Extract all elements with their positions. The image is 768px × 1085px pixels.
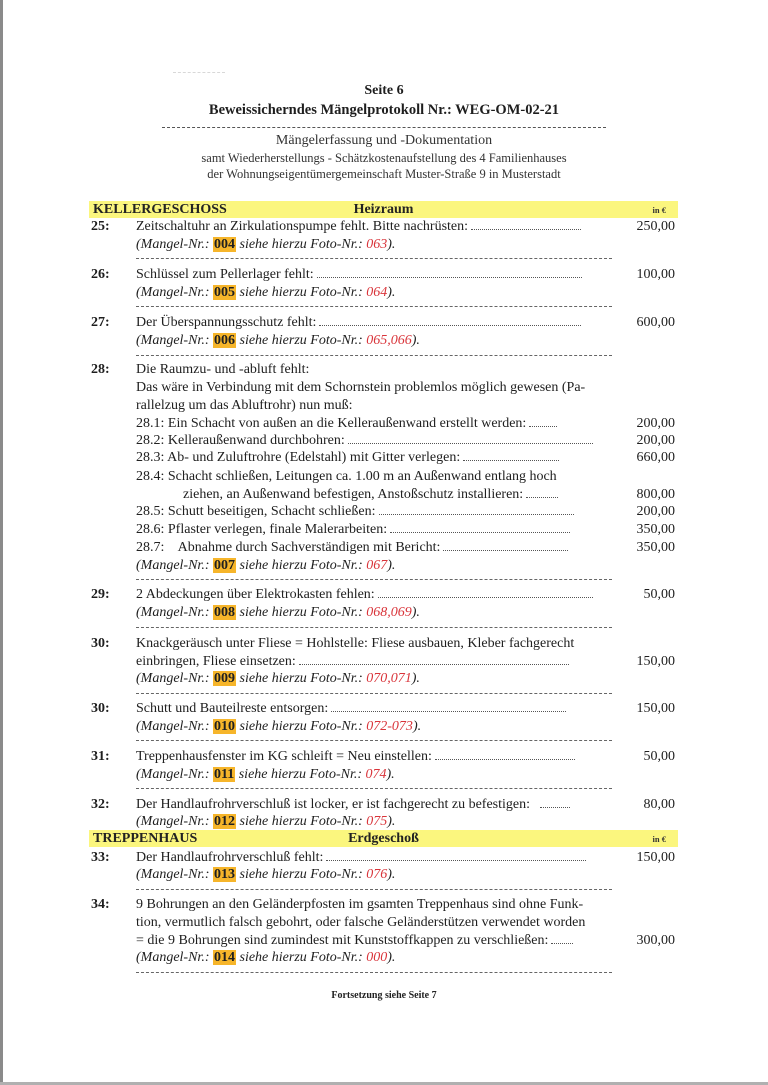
mangel-reference: (Mangel-Nr.: 010 siehe hierzu Foto-Nr.: 072-073). xyxy=(136,719,422,734)
item-number: 27: xyxy=(91,315,110,330)
mangel-number-badge: 008 xyxy=(214,605,235,620)
item-divider xyxy=(136,579,612,580)
mangel-reference: (Mangel-Nr.: 005 siehe hierzu Foto-Nr.: 064). xyxy=(136,285,396,300)
mangel-number-badge: 013 xyxy=(214,867,235,882)
item-text: Zeitschaltuhr an Zirkulationspumpe fehlt. Bitte nachrüsten: xyxy=(136,218,581,235)
item-text: Der Handlaufrohrverschluß ist locker, er ist fachgerecht zu befestigen: xyxy=(136,796,570,813)
document-subtitle: Mängelerfassung und -Dokumentation xyxy=(275,133,493,148)
item-text: Schutt und Bauteilreste entsorgen: xyxy=(136,700,566,717)
item-number: 25: xyxy=(91,219,110,234)
item-amount: 50,00 xyxy=(643,749,675,764)
subitem-text: 28.6: Pflaster verlegen, finale Malerarbeiten: xyxy=(136,521,570,538)
document-subtitle-line-3: der Wohnungseigentümergemeinschaft Muster-Straße 9 in Musterstadt xyxy=(207,167,561,181)
item-divider xyxy=(136,972,612,973)
item-number: 30: xyxy=(91,636,110,651)
item-text: Schlüssel zum Pellerlager fehlt: xyxy=(136,266,582,283)
photo-number: 075 xyxy=(366,814,388,829)
subitem-amount: 350,00 xyxy=(636,540,675,555)
item-text: Das wäre in Verbindung mit dem Schornstein problemlos möglich gewesen (Pa- xyxy=(136,380,586,395)
item-amount: 50,00 xyxy=(643,587,675,602)
photo-number: 072-073 xyxy=(366,719,413,734)
photo-number: 068,069 xyxy=(366,605,412,620)
item-divider xyxy=(136,788,612,789)
subitem-text: 28.4: Schacht schließen, Leitungen ca. 1.00 m an Außenwand entlang hoch xyxy=(136,469,557,484)
item-amount: 300,00 xyxy=(636,933,675,948)
item-text: Knackgeräusch unter Fliese = Hohlstelle: Fliese ausbauen, Kleber fachgerecht xyxy=(136,636,575,651)
section-name: KELLERGESCHOSS xyxy=(93,202,227,217)
mangel-reference: (Mangel-Nr.: 014 siehe hierzu Foto-Nr.: 000). xyxy=(136,950,396,965)
item-number: 30: xyxy=(91,701,110,716)
subitem-text: 28.5: Schutt beseitigen, Schacht schließen: xyxy=(136,503,574,520)
item-amount: 150,00 xyxy=(636,701,675,716)
item-amount: 150,00 xyxy=(636,654,675,669)
mangel-number-badge: 009 xyxy=(214,671,235,686)
mangel-number-badge: 011 xyxy=(214,767,235,782)
photo-number: 076 xyxy=(366,867,388,882)
item-number: 33: xyxy=(91,850,110,865)
scan-artifact xyxy=(173,72,225,77)
photo-number: 063 xyxy=(366,237,388,252)
photo-number: 074 xyxy=(365,767,387,782)
subitem-amount: 350,00 xyxy=(636,522,675,537)
mangel-number-badge: 007 xyxy=(214,558,235,573)
item-divider xyxy=(136,258,612,259)
mangel-reference: (Mangel-Nr.: 012 siehe hierzu Foto-Nr.: 075). xyxy=(136,814,396,829)
mangel-reference: (Mangel-Nr.: 011 siehe hierzu Foto-Nr.: 074). xyxy=(136,767,395,782)
subitem-amount: 800,00 xyxy=(636,487,675,502)
page-number: Seite 6 xyxy=(364,83,404,98)
item-amount: 600,00 xyxy=(636,315,675,330)
item-text: rallelzug um das Abluftrohr) nun muß: xyxy=(136,398,353,413)
item-text: Die Raumzu- und -abluft fehlt: xyxy=(136,362,310,377)
item-number: 26: xyxy=(91,267,110,282)
item-text: 2 Abdeckungen über Elektrokasten fehlen: xyxy=(136,586,593,603)
currency-label: in € xyxy=(652,834,666,844)
document-title: Beweissicherndes Mängelprotokoll Nr.: WEG-OM-02-21 xyxy=(208,102,560,118)
item-text: 9 Bohrungen an den Geländerpfosten im gsamten Treppenhaus sind ohne Funk- xyxy=(136,897,584,912)
item-amount: 250,00 xyxy=(636,219,675,234)
item-number: 34: xyxy=(91,897,110,912)
subitem-text: 28.2: Kelleraußenwand durchbohren: xyxy=(136,432,593,449)
item-text: einbringen, Fliese einsetzen: xyxy=(136,653,569,670)
photo-number: 000 xyxy=(366,950,388,965)
subitem-text: 28.7: Abnahme durch Sachverständigen mit Bericht: xyxy=(136,539,568,556)
mangel-number-badge: 006 xyxy=(214,333,235,348)
item-number: 31: xyxy=(91,749,110,764)
item-divider xyxy=(136,740,612,741)
mangel-reference: (Mangel-Nr.: 009 siehe hierzu Foto-Nr.: 070,071). xyxy=(136,671,420,686)
item-divider xyxy=(136,889,612,890)
section-name: TREPPENHAUS xyxy=(93,831,198,846)
photo-number: 065,066 xyxy=(366,333,412,348)
photo-number: 070,071 xyxy=(366,671,412,686)
section-room: Heizraum xyxy=(353,202,414,217)
subitem-amount: 200,00 xyxy=(636,416,675,431)
item-text: = die 9 Bohrungen sind zumindest mit Kunststoffkappen zu verschließen: xyxy=(136,932,573,949)
header-divider xyxy=(162,127,606,128)
item-amount: 80,00 xyxy=(643,797,675,812)
continuation-note: Fortsetzung siehe Seite 7 xyxy=(331,990,437,1001)
mangel-reference: (Mangel-Nr.: 004 siehe hierzu Foto-Nr.: 063). xyxy=(136,237,396,252)
item-divider xyxy=(136,355,612,356)
mangel-reference: (Mangel-Nr.: 007 siehe hierzu Foto-Nr.: 067). xyxy=(136,558,396,573)
subitem-amount: 200,00 xyxy=(636,433,675,448)
document-subtitle-line-2: samt Wiederherstellungs - Schätzkostenaufstellung des 4 Familienhauses xyxy=(201,151,567,165)
item-divider xyxy=(136,306,612,307)
item-number: 29: xyxy=(91,587,110,602)
item-number: 32: xyxy=(91,797,110,812)
photo-number: 064 xyxy=(366,285,388,300)
mangel-number-badge: 005 xyxy=(214,285,235,300)
mangel-reference: (Mangel-Nr.: 013 siehe hierzu Foto-Nr.: 076). xyxy=(136,867,396,882)
item-amount: 100,00 xyxy=(636,267,675,282)
subitem-text: 28.3: Ab- und Zuluftrohre (Edelstahl) mit Gitter verlegen: xyxy=(136,449,559,466)
section-band-treppenhaus xyxy=(89,830,678,847)
subitem-amount: 660,00 xyxy=(636,450,675,465)
item-text: Treppenhausfenster im KG schleift = Neu einstellen: xyxy=(136,748,575,765)
item-text: tion, vermutlich falsch gebohrt, oder falsche Geländerstützen verwendet worden xyxy=(136,915,586,930)
mangel-reference: (Mangel-Nr.: 006 siehe hierzu Foto-Nr.: 065,066). xyxy=(136,333,420,348)
item-divider xyxy=(136,693,612,694)
currency-label: in € xyxy=(652,205,666,215)
subitem-text: ziehen, an Außenwand befestigen, Anstoßschutz installieren: xyxy=(183,486,558,503)
item-amount: 150,00 xyxy=(636,850,675,865)
mangel-number-badge: 012 xyxy=(214,814,235,829)
item-text: Der Handlaufrohrverschluß fehlt: xyxy=(136,849,586,866)
mangel-number-badge: 004 xyxy=(214,237,235,252)
section-room: Erdgeschoß xyxy=(348,831,419,846)
subitem-text: 28.1: Ein Schacht von außen an die Kelleraußenwand erstellt werden: xyxy=(136,415,557,432)
photo-number: 067 xyxy=(366,558,388,573)
item-divider xyxy=(136,627,612,628)
mangel-number-badge: 010 xyxy=(214,719,235,734)
item-text: Der Überspannungsschutz fehlt: xyxy=(136,314,581,331)
section-band-kellergeschoss xyxy=(89,201,678,218)
mangel-number-badge: 014 xyxy=(214,950,235,965)
subitem-amount: 200,00 xyxy=(636,504,675,519)
mangel-reference: (Mangel-Nr.: 008 siehe hierzu Foto-Nr.: 068,069). xyxy=(136,605,420,620)
item-number: 28: xyxy=(91,362,110,377)
